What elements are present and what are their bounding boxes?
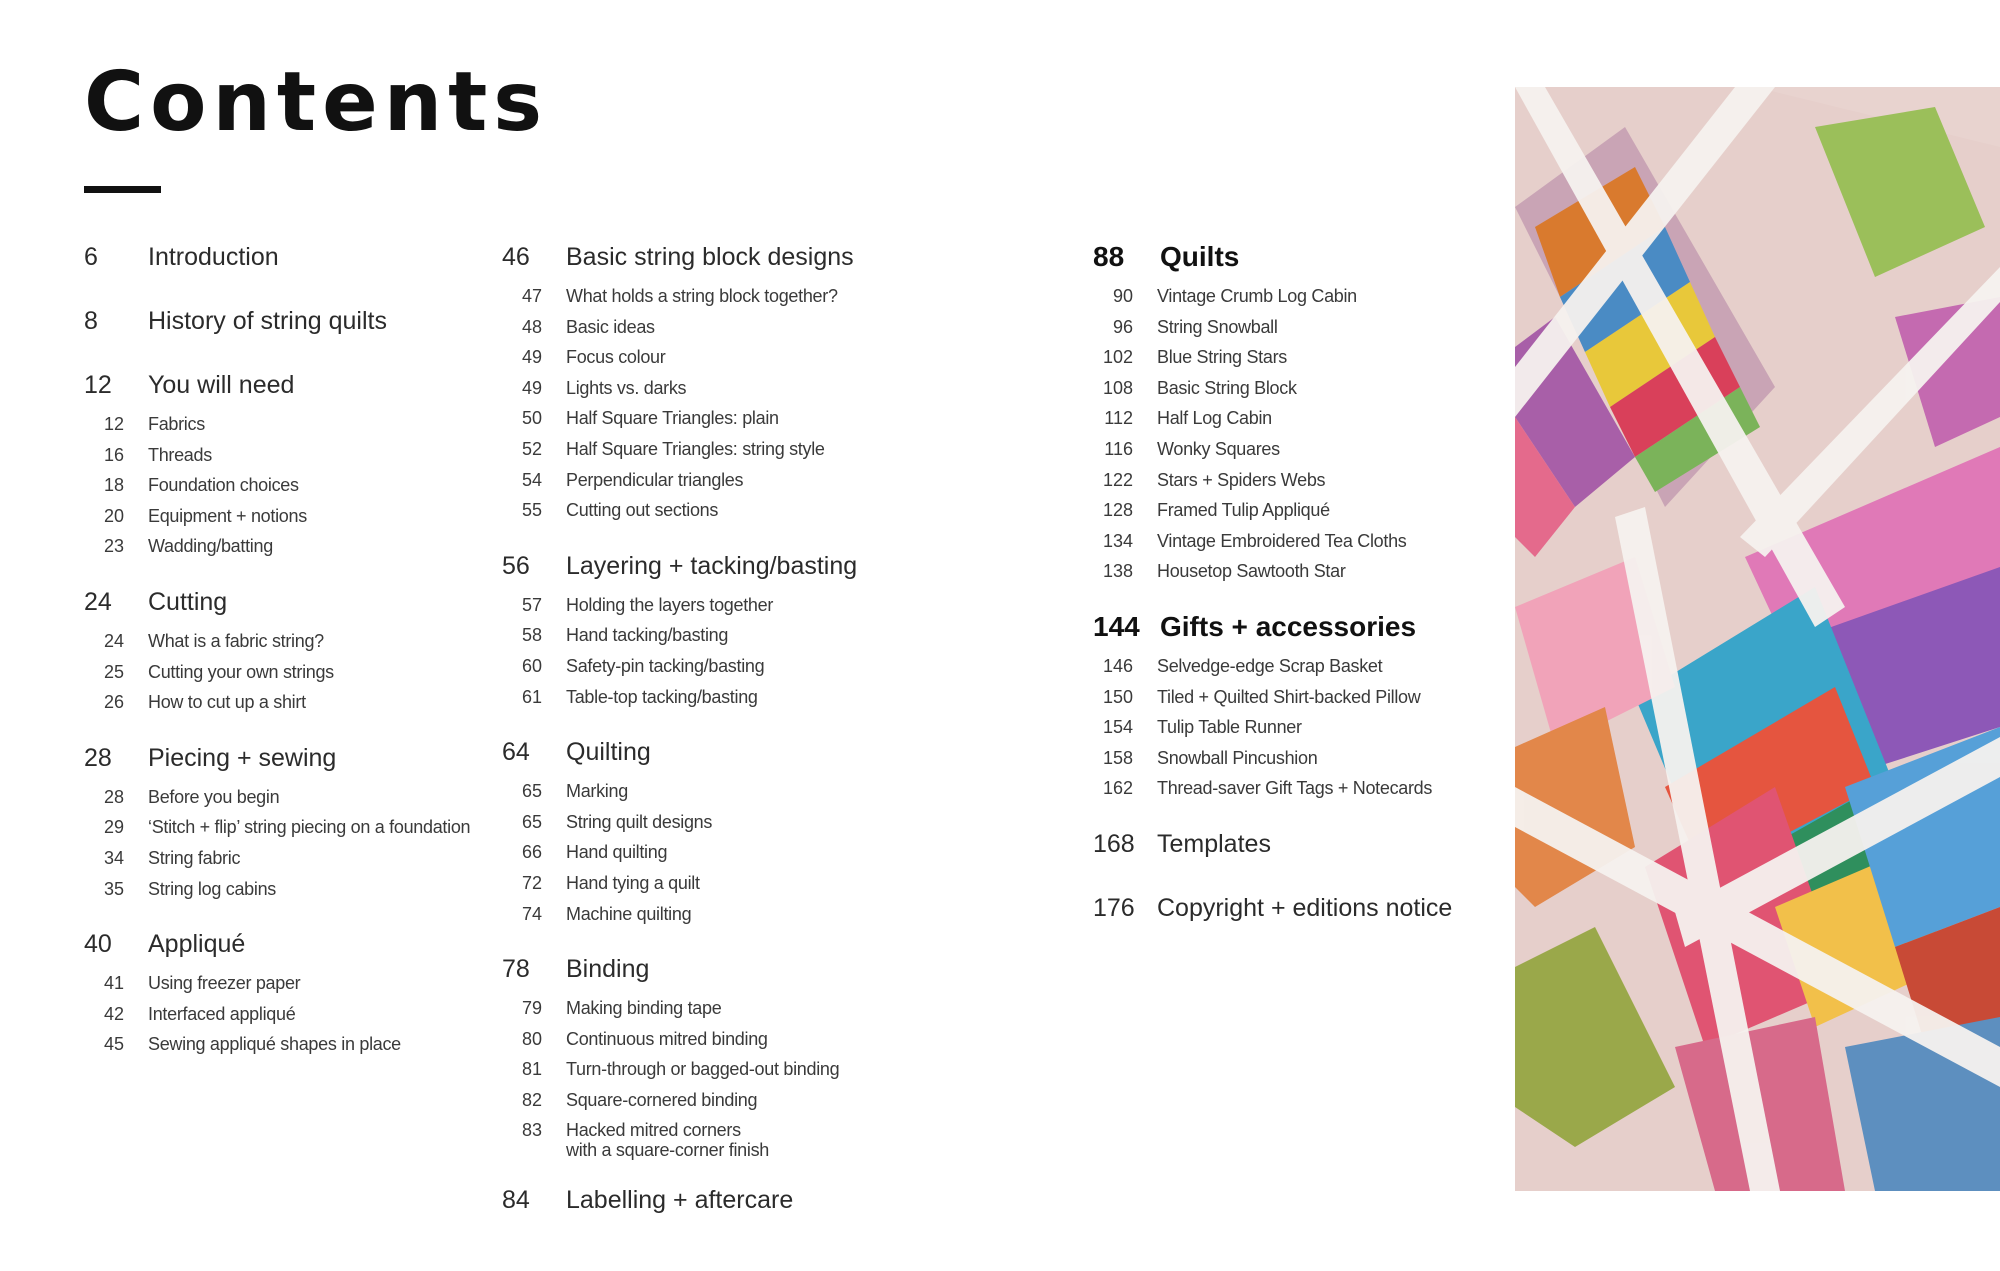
- toc-entry[interactable]: [502, 434, 902, 465]
- toc-entry[interactable]: [502, 1024, 902, 1055]
- entry-title-line: Perpendicular triangles: [566, 469, 744, 490]
- section-title: Quilts: [1160, 241, 1240, 272]
- entry-title: [566, 378, 686, 398]
- entry-title-line: Half Square Triangles: string style: [566, 438, 825, 459]
- entry-title-line: Selvedge-edge Scrap Basket: [1157, 655, 1383, 676]
- section-heading[interactable]: [84, 233, 484, 281]
- entry-title: [1157, 561, 1346, 581]
- section-page-number: 8: [84, 307, 98, 335]
- entry-page-number: 34: [103, 847, 124, 868]
- entry-page-number: 16: [103, 444, 124, 465]
- entry-title-line: Tiled + Quilted Shirt-backed Pillow: [1157, 686, 1421, 707]
- entry-page-number: 134: [1102, 530, 1133, 551]
- entry-page-number: 25: [103, 661, 124, 682]
- entry-page-number: 49: [521, 377, 542, 398]
- entry-title: [1157, 286, 1357, 306]
- section-heading[interactable]: [502, 1176, 902, 1224]
- entry-page-number: 158: [1102, 747, 1133, 768]
- toc-entry[interactable]: [84, 968, 484, 999]
- entry-page-number: 48: [521, 316, 542, 337]
- entry-title-line: Wadding/batting: [148, 536, 273, 557]
- entry-page-number: 83: [521, 1120, 542, 1141]
- toc-entry[interactable]: [502, 651, 902, 682]
- toc-entry[interactable]: [84, 687, 484, 718]
- entry-title-line: with a square-corner finish: [566, 1140, 769, 1161]
- entry-page-number: 12: [103, 414, 124, 434]
- toc-entry[interactable]: [502, 403, 902, 434]
- entry-page-number: 60: [521, 655, 542, 676]
- entry-page-number: 72: [521, 872, 542, 893]
- entry-title: [148, 536, 273, 556]
- entry-title: [566, 470, 743, 490]
- toc-entry[interactable]: [84, 501, 484, 532]
- entry-page-number: 29: [103, 817, 124, 838]
- toc-entry[interactable]: [84, 409, 484, 440]
- entry-title: [1157, 378, 1297, 398]
- entry-page-number: 54: [521, 469, 542, 490]
- entry-page-number: 26: [103, 692, 124, 713]
- toc-section: [84, 297, 484, 345]
- entry-title: [566, 998, 721, 1018]
- entry-title-line: Half Square Triangles: plain: [566, 408, 779, 429]
- section-page-number: 144: [1093, 610, 1140, 642]
- entry-title: [1157, 717, 1302, 737]
- toc-section: [1093, 820, 1493, 868]
- entry-page-number: 66: [521, 842, 542, 863]
- entry-page-number: 74: [521, 903, 542, 924]
- toc-column-3: [1093, 233, 1493, 948]
- entry-title-line: Focus colour: [566, 347, 666, 368]
- toc-entry[interactable]: [1093, 773, 1493, 804]
- entry-title: [148, 475, 299, 495]
- entry-title: [566, 904, 691, 924]
- entry-page-number: 57: [521, 594, 542, 615]
- quilt-photo: [1515, 87, 2000, 1191]
- entry-page-number: 154: [1102, 717, 1133, 738]
- entry-title: [566, 1029, 768, 1049]
- toc-section: [1093, 884, 1493, 932]
- section-title: Copyright + editions notice: [1157, 893, 1453, 922]
- entry-page-number: 65: [521, 811, 542, 832]
- entry-page-number: 52: [521, 438, 542, 459]
- entry-title-line: Table-top tacking/basting: [566, 686, 758, 707]
- section-heading[interactable]: [502, 945, 902, 993]
- toc-entry[interactable]: [84, 874, 484, 905]
- section-heading[interactable]: [1093, 884, 1493, 932]
- entry-page-number: 122: [1102, 469, 1133, 490]
- toc-column-2: [502, 233, 902, 1240]
- section-title: Cutting: [148, 587, 228, 616]
- entry-title: [148, 692, 306, 712]
- entry-title-line: Continuous mitred binding: [566, 1028, 768, 1049]
- toc-entry[interactable]: [1093, 495, 1493, 526]
- toc-entry[interactable]: [502, 342, 902, 373]
- entry-title: [566, 842, 667, 862]
- entry-title: [148, 445, 212, 465]
- entry-title-line: ‘Stitch + flip’ string piecing on a foundation: [148, 817, 471, 838]
- section-title: Quilting: [566, 738, 651, 767]
- section-page-number: 88: [1093, 241, 1125, 272]
- entry-title-line: How to cut up a shirt: [148, 692, 306, 713]
- entry-title-line: Hacked mitred corners: [566, 1120, 741, 1141]
- entry-title-line: Marking: [566, 781, 628, 802]
- section-page-number: 12: [84, 371, 112, 399]
- toc-entry[interactable]: [502, 1054, 902, 1085]
- entry-title-line: Blue String Stars: [1157, 347, 1287, 368]
- entry-title-line: What holds a string block together?: [566, 286, 838, 306]
- entry-title: [566, 625, 728, 645]
- toc-entry[interactable]: [1093, 556, 1493, 587]
- section-heading[interactable]: [502, 233, 902, 281]
- entry-title-line: Making binding tape: [566, 998, 722, 1019]
- entry-title: [148, 662, 334, 682]
- toc-entry[interactable]: [1093, 743, 1493, 774]
- section-heading[interactable]: [84, 297, 484, 345]
- entry-title: [1157, 748, 1317, 768]
- entry-page-number: 42: [103, 1003, 124, 1024]
- entry-title: [566, 1120, 769, 1160]
- entry-page-number: 128: [1102, 500, 1133, 521]
- toc-entry[interactable]: [502, 899, 902, 930]
- entry-page-number: 49: [521, 347, 542, 368]
- entry-title-line: Hand quilting: [566, 842, 668, 863]
- section-title: Appliqué: [148, 930, 246, 959]
- entry-title-line: Turn-through or bagged-out binding: [566, 1059, 840, 1080]
- entry-title: [566, 347, 665, 367]
- entry-title-line: String fabric: [148, 847, 241, 868]
- entry-title: [566, 317, 655, 337]
- entry-page-number: 65: [521, 781, 542, 802]
- toc-entry[interactable]: [502, 1115, 902, 1160]
- entry-page-number: 45: [103, 1034, 124, 1055]
- section-heading[interactable]: [1093, 233, 1493, 281]
- toc-entry[interactable]: [1093, 281, 1493, 312]
- entry-title-line: Fabrics: [148, 414, 205, 434]
- toc-entry[interactable]: [1093, 342, 1493, 373]
- entry-page-number: 146: [1102, 655, 1133, 676]
- entry-title-line: Tulip Table Runner: [1157, 717, 1302, 738]
- toc-section: [502, 728, 902, 929]
- entry-title-line: Safety-pin tacking/basting: [566, 655, 765, 676]
- entry-page-number: 18: [103, 475, 124, 496]
- entry-title-line: Machine quilting: [566, 903, 692, 924]
- entry-page-number: 90: [1112, 286, 1133, 306]
- entry-title-line: Wonky Squares: [1157, 438, 1280, 459]
- section-title: History of string quilts: [148, 307, 387, 335]
- toc-entry[interactable]: [502, 776, 902, 807]
- entry-title: [566, 1090, 757, 1110]
- entry-title-line: Holding the layers together: [566, 594, 774, 615]
- entry-title: [1157, 656, 1382, 676]
- entry-page-number: 24: [103, 630, 124, 651]
- entry-title-line: Basic String Block: [1157, 377, 1297, 398]
- toc-entry[interactable]: [1093, 682, 1493, 713]
- entry-title: [148, 1034, 401, 1054]
- section-page-number: 64: [502, 738, 530, 767]
- section-title: Templates: [1157, 829, 1271, 858]
- toc-entry[interactable]: [84, 470, 484, 501]
- entry-page-number: 81: [521, 1059, 542, 1080]
- entry-title: [566, 873, 700, 893]
- toc-entry[interactable]: [502, 993, 902, 1024]
- entry-title: [1157, 317, 1278, 337]
- toc-section: [84, 920, 484, 1060]
- entry-page-number: 108: [1102, 377, 1133, 398]
- section-heading[interactable]: [84, 920, 484, 968]
- entry-title-line: Half Log Cabin: [1157, 408, 1272, 429]
- entry-title-line: Hand tacking/basting: [566, 625, 729, 646]
- entry-page-number: 82: [521, 1089, 542, 1110]
- section-heading[interactable]: [1093, 603, 1493, 651]
- entry-title: [1157, 687, 1420, 707]
- entry-title: [566, 812, 712, 832]
- toc-section: [1093, 233, 1493, 587]
- entry-page-number: 79: [521, 998, 542, 1019]
- entry-page-number: 138: [1102, 561, 1133, 582]
- entry-page-number: 58: [521, 625, 542, 646]
- toc-section: [502, 1176, 902, 1224]
- entry-page-number: 50: [521, 408, 542, 429]
- toc-section: [84, 578, 484, 718]
- section-heading[interactable]: [1093, 820, 1493, 868]
- toc-section: [84, 361, 484, 562]
- entry-title: [148, 973, 300, 993]
- entry-title: [148, 848, 240, 868]
- toc-section: [1093, 603, 1493, 804]
- section-title: Introduction: [148, 243, 279, 271]
- entry-title: [1157, 470, 1325, 490]
- toc-entry[interactable]: [502, 465, 902, 496]
- entry-title: [148, 787, 279, 807]
- entry-title-line: Before you begin: [148, 786, 280, 807]
- entry-page-number: 20: [103, 505, 124, 526]
- entry-page-number: 112: [1104, 408, 1133, 429]
- entry-page-number: 23: [103, 536, 124, 557]
- entry-page-number: 150: [1102, 686, 1133, 707]
- section-page-number: 78: [502, 955, 530, 984]
- toc-entry[interactable]: [1093, 434, 1493, 465]
- entry-page-number: 96: [1112, 316, 1133, 337]
- section-title: Gifts + accessories: [1160, 610, 1417, 642]
- section-page-number: 46: [502, 243, 530, 271]
- entry-page-number: 102: [1102, 347, 1133, 368]
- entry-title-line: Housetop Sawtooth Star: [1157, 561, 1346, 582]
- section-title: Labelling + aftercare: [566, 1186, 794, 1215]
- toc-entry[interactable]: [84, 782, 484, 813]
- quilt-patchwork-image: [1515, 87, 2000, 1191]
- section-page-number: 24: [84, 587, 112, 616]
- entry-title-line: Equipment + notions: [148, 505, 307, 526]
- entry-title-line: What is a fabric string?: [148, 630, 324, 651]
- toc-entry[interactable]: [502, 620, 902, 651]
- entry-title: [1157, 347, 1287, 367]
- toc-entry[interactable]: [1093, 373, 1493, 404]
- toc-entry[interactable]: [84, 657, 484, 688]
- toc-entry[interactable]: [84, 531, 484, 562]
- entry-title: [566, 1059, 839, 1079]
- toc-entry[interactable]: [502, 1085, 902, 1116]
- toc-section: [84, 734, 484, 904]
- entry-title-line: Lights vs. darks: [566, 377, 687, 398]
- section-page-number: 176: [1093, 893, 1135, 922]
- section-title: You will need: [148, 371, 295, 399]
- section-page-number: 6: [84, 243, 98, 271]
- section-heading[interactable]: [84, 578, 484, 626]
- section-title: Layering + tacking/basting: [566, 551, 858, 580]
- toc-section: [84, 233, 484, 281]
- entry-title: [566, 286, 838, 306]
- entry-title-line: String Snowball: [1157, 316, 1278, 337]
- entry-title: [566, 595, 773, 615]
- section-page-number: 84: [502, 1186, 530, 1215]
- entry-page-number: 47: [521, 286, 542, 306]
- entry-title: [148, 631, 324, 651]
- toc-entry[interactable]: [502, 868, 902, 899]
- toc-section: [502, 233, 902, 526]
- toc-entry[interactable]: [502, 590, 902, 621]
- toc-entry[interactable]: [84, 626, 484, 657]
- toc-entry[interactable]: [84, 440, 484, 471]
- toc-entry[interactable]: [1093, 465, 1493, 496]
- section-heading[interactable]: [502, 542, 902, 590]
- section-title: Basic string block designs: [566, 243, 854, 271]
- entry-title-line: Threads: [148, 444, 212, 465]
- entry-title: [1157, 408, 1272, 428]
- entry-title-line: Square-cornered binding: [566, 1089, 758, 1110]
- section-page-number: 56: [502, 551, 530, 580]
- entry-title: [1157, 439, 1280, 459]
- entry-title-line: Foundation choices: [148, 475, 299, 496]
- page-title: Contents: [84, 55, 549, 150]
- toc-entry[interactable]: [502, 495, 902, 526]
- entry-title: [566, 656, 764, 676]
- section-heading[interactable]: [84, 734, 484, 782]
- entry-title-line: Using freezer paper: [148, 973, 301, 994]
- entry-title: [148, 1004, 295, 1024]
- entry-page-number: 55: [521, 500, 542, 521]
- toc-entry[interactable]: [502, 373, 902, 404]
- entry-title-line: Sewing appliqué shapes in place: [148, 1034, 401, 1055]
- section-page-number: 28: [84, 743, 112, 772]
- entry-title: [566, 408, 779, 428]
- entry-title-line: Hand tying a quilt: [566, 872, 700, 893]
- toc-entry[interactable]: [84, 1029, 484, 1060]
- entry-title: [566, 439, 825, 459]
- toc-column-1: [84, 233, 484, 1076]
- toc-entry[interactable]: [502, 281, 902, 312]
- section-title: Binding: [566, 955, 650, 984]
- entry-title-line: Vintage Embroidered Tea Cloths: [1157, 530, 1407, 551]
- section-heading[interactable]: [84, 361, 484, 409]
- entry-title: [148, 879, 276, 899]
- toc-section: [502, 542, 902, 712]
- entry-page-number: 35: [103, 878, 124, 899]
- section-title: Piecing + sewing: [148, 743, 337, 772]
- entry-page-number: 41: [103, 973, 124, 994]
- section-page-number: 168: [1093, 829, 1135, 858]
- toc-entry[interactable]: [1093, 651, 1493, 682]
- toc-entry[interactable]: [1093, 403, 1493, 434]
- toc-entry[interactable]: [502, 837, 902, 868]
- toc-entry[interactable]: [1093, 712, 1493, 743]
- title-underline: [84, 186, 161, 193]
- toc-entry[interactable]: [502, 682, 902, 713]
- entry-title-line: Vintage Crumb Log Cabin: [1157, 286, 1357, 306]
- entry-title: [1157, 500, 1330, 520]
- toc-entry[interactable]: [502, 807, 902, 838]
- entry-title-line: String quilt designs: [566, 811, 713, 832]
- entry-page-number: 28: [103, 786, 124, 807]
- entry-title: [566, 500, 718, 520]
- entry-title-line: Interfaced appliqué: [148, 1003, 296, 1024]
- entry-title: [148, 817, 470, 837]
- entry-title: [148, 414, 205, 434]
- entry-title: [566, 781, 628, 801]
- entry-title-line: Snowball Pincushion: [1157, 747, 1318, 768]
- entry-title-line: Cutting your own strings: [148, 661, 334, 682]
- section-page-number: 40: [84, 930, 112, 959]
- entry-page-number: 162: [1102, 778, 1133, 799]
- entry-title: [148, 506, 307, 526]
- toc-entry[interactable]: [84, 999, 484, 1030]
- entry-title-line: Cutting out sections: [566, 500, 719, 521]
- entry-title-line: String log cabins: [148, 878, 276, 899]
- entry-title: [566, 687, 758, 707]
- entry-title: [1157, 531, 1407, 551]
- entry-page-number: 61: [521, 686, 542, 707]
- entry-page-number: 116: [1104, 438, 1133, 459]
- section-heading[interactable]: [502, 728, 902, 776]
- entry-page-number: 80: [521, 1028, 542, 1049]
- toc-entry[interactable]: [502, 312, 902, 343]
- toc-entry[interactable]: [1093, 526, 1493, 557]
- entry-title-line: Basic ideas: [566, 316, 655, 337]
- entry-title-line: Stars + Spiders Webs: [1157, 469, 1326, 490]
- toc-section: [502, 945, 902, 1160]
- entry-title-line: Thread-saver Gift Tags + Notecards: [1157, 778, 1433, 799]
- entry-title: [1157, 778, 1432, 798]
- toc-entry[interactable]: [1093, 312, 1493, 343]
- toc-entry[interactable]: [84, 843, 484, 874]
- entry-title-line: Framed Tulip Appliqué: [1157, 500, 1330, 521]
- toc-entry[interactable]: [84, 812, 484, 843]
